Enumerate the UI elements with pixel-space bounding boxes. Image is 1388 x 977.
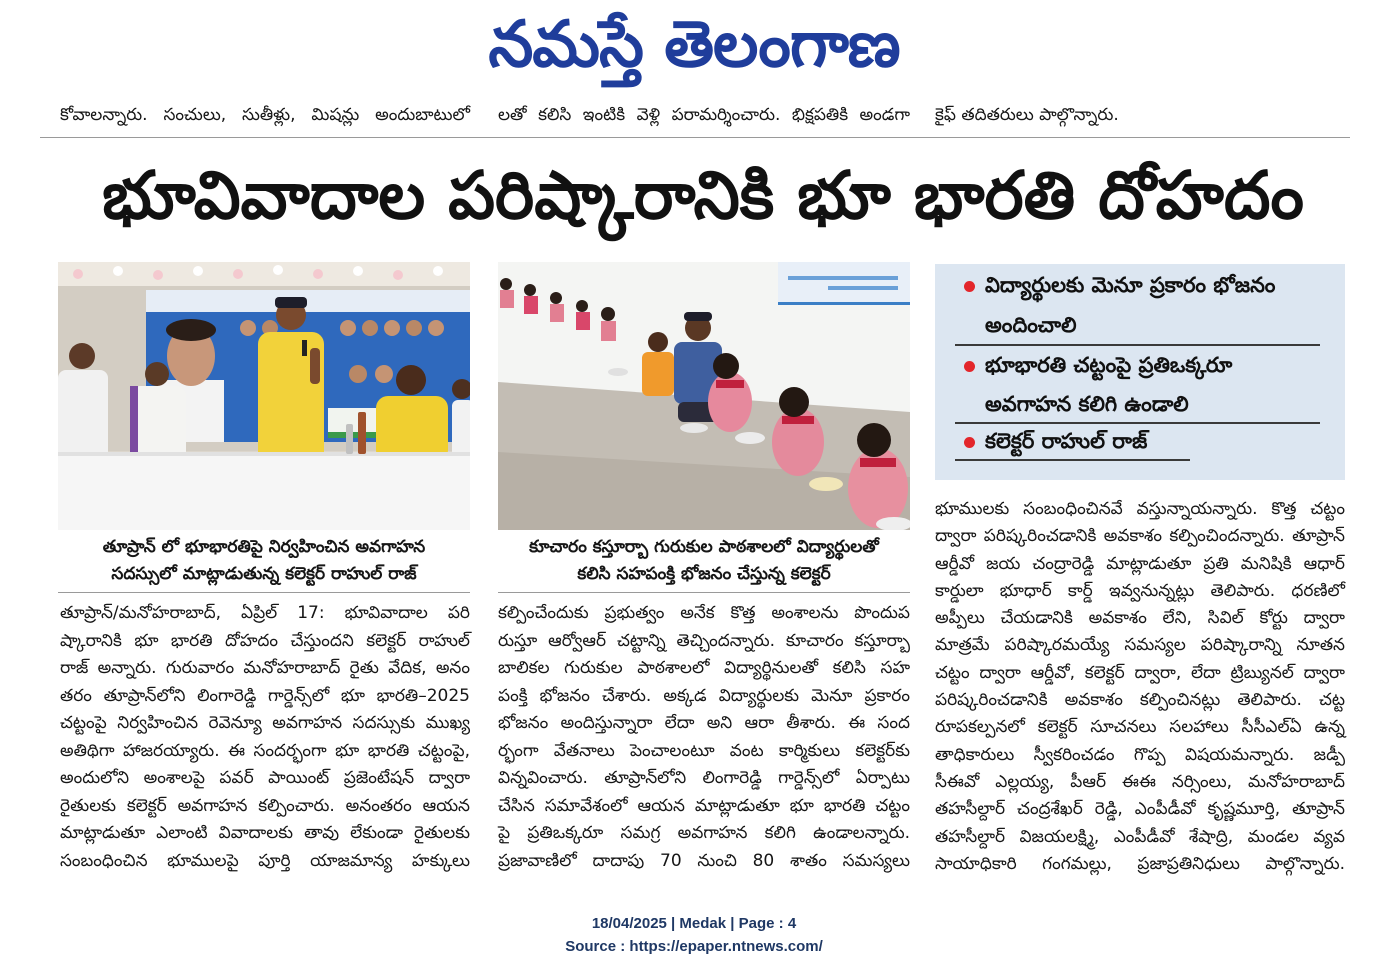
highlight-divider bbox=[955, 459, 1190, 461]
text-line: మాట్లాడుతూ ఎలాంటి వివాదాలకు తావు లేకుండా రైతులకు bbox=[60, 823, 470, 843]
text-line: తరం తూప్రాన్‌లోని లింగారెడ్డి గార్డెన్స్‌లో భూ భారతి–2025 bbox=[60, 685, 470, 706]
text-line: మాత్రమే పరిష్కారమయ్యే సమస్యల పరిష్కారాన్ని నూతన bbox=[935, 635, 1345, 656]
caption-divider bbox=[58, 592, 470, 593]
text-line: తాధికారులు స్వీకరించడం గొప్ప విషయమన్నారు. జడ్పీ bbox=[935, 744, 1345, 765]
highlight-1-line-1: విద్యార్థులకు మెనూ ప్రకారం భోజనం bbox=[985, 273, 1276, 297]
text-line: రూపకల్పనలో కలెక్టర్ సూచనలు సలహాలు సీసీఎల్ఏ ఉన్న bbox=[935, 717, 1345, 738]
text-line: తహసీల్దార్ చంద్రశేఖర్ రెడ్డి, ఎంపీడీవో కృష్ణమూర్తి, తూప్రాన్ bbox=[935, 799, 1345, 820]
photo-caption-meeting bbox=[58, 534, 470, 588]
highlight-2-line-1: భూభారతి చట్టంపై ప్రతిఒక్కరూ bbox=[985, 353, 1233, 377]
article-column-3 bbox=[935, 496, 1345, 878]
lunch-photo-art bbox=[498, 262, 910, 530]
text-line: పంక్తి భోజనం చేశారు. అక్కడ విద్యార్థులకు మెనూ ప్రకారం bbox=[498, 685, 910, 706]
article-column-1 bbox=[60, 600, 470, 875]
headline: భూవివాదాల పరిష్కారానికి భూ భారతి దోహదం bbox=[102, 157, 1304, 234]
caption-line: సదస్సులో మాట్లాడుతున్న కలెక్టర్ రాహుల్ రాజ్ bbox=[111, 564, 417, 584]
text-line: అందులోని అంశాలపై పవర్ పాయింట్ ప్రజెంటేషన్ ద్వారా bbox=[60, 768, 470, 788]
caption-line: కూచారం కస్తూర్బా గురుకుల పాఠశాలలో విద్యార్థులతో bbox=[529, 537, 879, 557]
previous-article-col3: కైఫ్ తదితరులు పాల్గొన్నారు. bbox=[935, 105, 1119, 125]
text-line: అప్పీలు చేయడానికి అవకాశం లేని, సివిల్ కోర్టు ద్వారా bbox=[935, 608, 1345, 629]
highlight-2-line-2: అవగాహన కలిగి ఉండాలి bbox=[985, 392, 1189, 416]
bullet-icon bbox=[964, 361, 975, 372]
meeting-photo-art bbox=[58, 262, 470, 530]
text-line: పై ప్రతిఒక్కరూ సమగ్ర అవగాహన కలిగి ఉండాలన్నారు. bbox=[498, 823, 910, 843]
text-line: భోజనం అందిస్తున్నారా లేదా అని ఆరా తీశారు. ఈ సంద bbox=[498, 713, 910, 733]
bullet-icon bbox=[964, 437, 975, 448]
masthead-title: నమస్తే తెలంగాణ bbox=[488, 8, 900, 82]
text-line: సాయాధికారి గంగమల్లు, ప్రజాప్రతినిధులు పాల్గొన్నారు. bbox=[935, 853, 1345, 874]
text-line: ద్వారా పరిష్కరించడానికి అవకాశం కల్పించిందన్నారు. తూప్రాన్ bbox=[935, 526, 1345, 547]
text-line: కార్డులా భూధార్ కార్డ్ ఇవ్వనున్నట్లు తెలిపారు. ధరణిలో bbox=[935, 580, 1345, 601]
text-line: తూప్రాన్/మనోహరాబాద్, ఏప్రిల్ 17: భూవివాదాల పరి bbox=[60, 603, 470, 623]
previous-article-col1: కోవాలన్నారు. సంచులు, సుతీళ్లు, మిషన్లు అందుబాటులో bbox=[60, 105, 470, 125]
previous-article-col2: లతో కలిసి ఇంటికి వెళ్లి పరామర్శించారు. భిక్షపతికి అండగా bbox=[498, 105, 910, 125]
photo-caption-lunch bbox=[498, 534, 910, 588]
man-right-edge bbox=[452, 379, 470, 462]
section-divider bbox=[40, 137, 1350, 138]
text-line: చట్టంపై నిర్వహించిన రెవెన్యూ అవగాహన సదస్సుకు ముఖ్య bbox=[60, 713, 470, 733]
text-line: అతిథిగా హాజరయ్యారు. ఈ సందర్భంగా భూ భారతి చట్టంపై, bbox=[60, 740, 470, 761]
text-line: భూములకు సంబంధించినవే వస్తున్నాయన్నారు. కొత్త చట్టం bbox=[935, 499, 1345, 519]
text-line: బాలికల గురుకుల పాఠశాలలో విద్యార్థినులతో కలిసి సహ bbox=[498, 658, 910, 678]
source-url: Source : https://epaper.ntnews.com/ bbox=[565, 938, 823, 955]
bullet-icon bbox=[964, 281, 975, 292]
text-line: సంబంధించిన భూములపై పూర్తి యాజమాన్య హక్కులు bbox=[60, 850, 470, 871]
text-line: ర్భంగా వేతనాలు పెంచాలంటూ వంట కార్మికులు కలెక్టర్‌కు bbox=[498, 740, 910, 761]
photo-awareness-meeting bbox=[58, 262, 470, 530]
text-line: చట్టం ద్వారా ఆర్డీవో, కలెక్టర్ ద్వారా, లేదా ట్రిబ్యునల్ ద్వారా bbox=[935, 662, 1345, 683]
edition-info: 18/04/2025 | Medak | Page : 4 bbox=[591, 915, 797, 932]
text-line: రైతులకు కలెక్టర్ అవగాహన కల్పించారు. అనంతరం ఆయన bbox=[60, 795, 470, 816]
text-line: ఆర్డీవో జయ చంద్రారెడ్డి మాట్లాడుతూ ప్రతి మనిషికి ఆధార్ bbox=[935, 553, 1345, 574]
text-line: సీఈవో ఎల్లయ్య, పీఆర్ ఈఈ నర్సింలు, మనోహరాబాద్ bbox=[935, 771, 1345, 792]
text-line: తహసీల్దార్ విజయలక్ష్మి, ఎంపీడీవో శేషాద్రి, మండల వ్యవ bbox=[935, 826, 1345, 847]
text-line: ష్కారానికి భూ భారతి దోహదం చేస్తుందని కలెక్టర్ రాహుల్ bbox=[60, 630, 470, 651]
caption-line: కలిసి సహపంక్తి భోజనం చేస్తున్న కలెక్టర్ bbox=[577, 564, 831, 584]
highlight-1-line-2: అందించాలి bbox=[985, 313, 1077, 337]
article-column-2 bbox=[498, 600, 910, 875]
caption-line: తూప్రాన్ లో భూభారతిపై నిర్వహించిన అవగాహన bbox=[102, 537, 426, 557]
text-line: రాజ్ అన్నారు. గురువారం మనోహరాబాద్ రైతు వేదిక, అనం bbox=[60, 658, 470, 678]
caption-divider bbox=[498, 592, 910, 593]
text-line: ప్రజావాణిలో దాదాపు 70 నుంచి 80 శాతం సమస్యలు bbox=[498, 850, 910, 871]
text-line: పరిష్కరించడానికి అవకాశం కల్పించినట్లు తెలిపారు. చట్ట bbox=[935, 690, 1345, 711]
ceiling-decorations bbox=[58, 262, 470, 286]
text-line: చేసిన సమావేశంలో ఆయన మాట్లాడుతూ భూ భారతి చట్టం bbox=[498, 795, 910, 816]
text-line: విన్నవించారు. తూప్రాన్‌లోని లింగారెడ్డి గార్డెన్స్‌లో ఏర్పాటు bbox=[498, 768, 910, 788]
photo-lunch-with-students bbox=[498, 262, 910, 530]
text-line: రుస్తూ ఆర్వోఆర్ చట్టాన్ని తెచ్చిందన్నారు. కూచారం కస్తూర్బా bbox=[498, 630, 910, 651]
text-line: కల్పించేందుకు ప్రభుత్వం అనేక కొత్త అంశాలను పొందుప bbox=[498, 603, 910, 623]
highlight-3-line-1: కలెక్టర్ రాహుల్ రాజ్ bbox=[985, 429, 1148, 453]
highlights-box bbox=[935, 264, 1345, 480]
